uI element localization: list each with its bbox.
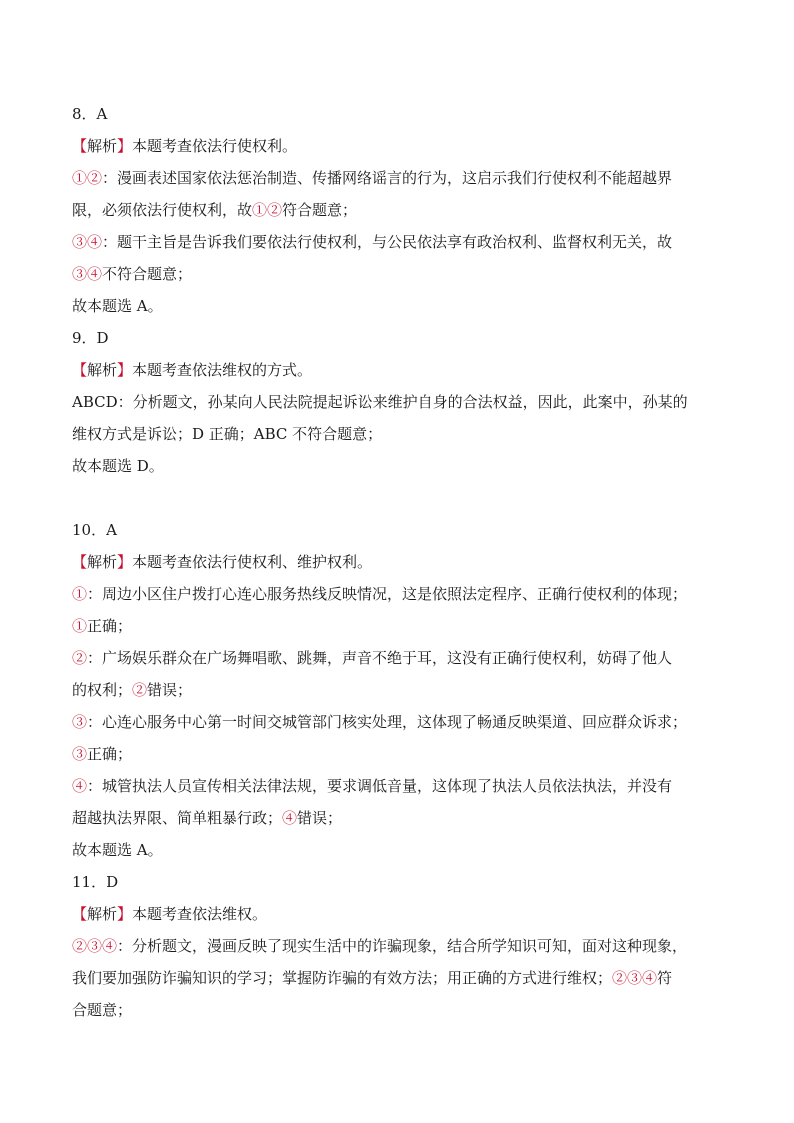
q8-line-1 [72,162,732,194]
line-text: 正确； [87,617,133,635]
q8-line-4 [72,258,732,290]
q11-line-2 [72,962,732,994]
q8-line-2 [72,194,732,226]
q10-line-1 [72,578,732,610]
analysis-text: 本题考查依法行使权利。 [132,137,298,155]
question-11-number: 11．D [72,873,119,891]
option-mark: ④ [72,777,88,795]
option-mark: ② [132,681,148,699]
option-mark: ④ [282,809,298,827]
line-text: 超越执法界限、简单粗暴行政； [72,809,283,827]
analysis-close-bracket: 】 [117,361,133,379]
option-mark: ①② [72,169,103,187]
option-mark: ②③④ [612,969,658,987]
q10-line-6 [72,738,732,770]
question-9-number: 9．D [72,329,109,347]
q11-line-3: 合题意； [72,1001,133,1019]
line-text: 我们要加强防诈骗知识的学习；掌握防诈骗的有效方法；用正确的方式进行维权； [72,969,613,987]
line-tail: 符合题意； [282,201,358,219]
option-mark: ① [72,585,88,603]
q10-line-5 [72,706,732,738]
line-text: 的权利； [72,681,133,699]
line-text: ：广场娱乐群众在广场舞唱歌、跳舞，声音不绝于耳，这没有正确行使权利，妨碍了他人 [87,649,673,667]
line-tail: 符 [657,969,673,987]
analysis-close-bracket: 】 [117,137,133,155]
line-text: 不符合题意； [102,265,193,283]
q9-conclusion: 故本题选 D。 [72,457,164,475]
q10-conclusion: 故本题选 A。 [72,841,163,859]
analysis-text: 本题考查依法行使权利、维护权利。 [132,553,373,571]
blank-spacer [72,482,732,514]
question-10-number: 10．A [72,521,117,539]
question-10-analysis [72,546,732,578]
option-mark: ②③④ [72,937,118,955]
q10-line-4 [72,674,732,706]
option-mark: ③④ [72,265,103,283]
option-mark: ③ [72,745,88,763]
analysis-open-bracket: 【 [72,137,88,155]
question-9-analysis [72,354,732,386]
line-text: ：题干主旨是告诉我们要依法行使权利，与公民依法享有政治权利、监督权利无关，故 [102,233,673,251]
question-11-analysis [72,898,732,930]
question-8-number: 8．A [72,105,108,123]
analysis-open-bracket: 【 [72,905,88,923]
analysis-open-bracket: 【 [72,361,88,379]
line-text: ：心连心服务中心第一时间交城管部门核实处理，这体现了畅通反映渠道、回应群众诉求； [87,713,688,731]
line-text: 正确； [87,745,133,763]
q10-line-7 [72,770,732,802]
analysis-close-bracket: 】 [117,553,133,571]
option-mark: ③ [72,713,88,731]
analysis-text: 本题考查依法维权。 [132,905,268,923]
line-tail: 错误； [297,809,343,827]
line-text: ：漫画表述国家依法惩治制造、传播网络谣言的行为，这启示我们行使权利不能超越界 [102,169,673,187]
analysis-label: 解析 [87,553,118,571]
line-text: ：周边小区住户拨打心连心服务热线反映情况，这是依照法定程序、正确行使权利的体现； [87,585,688,603]
analysis-text: 本题考查依法维权的方式。 [132,361,313,379]
option-mark: ①② [252,201,283,219]
option-mark: ① [72,617,88,635]
q11-line-1 [72,930,732,962]
q10-line-8 [72,802,732,834]
q8-line-3 [72,226,732,258]
line-tail: 错误； [147,681,193,699]
analysis-label: 解析 [87,137,118,155]
analysis-label: 解析 [87,361,118,379]
q9-line-1: ABCD：分析题文，孙某向人民法院提起诉讼来维护自身的合法权益，因此，此案中，孙某的 [72,393,688,411]
line-text: 限，必须依法行使权利，故 [72,201,253,219]
analysis-close-bracket: 】 [117,905,133,923]
line-text: ：分析题文，漫画反映了现实生活中的诈骗现象，结合所学知识可知，面对这种现象， [117,937,688,955]
q10-line-3 [72,642,732,674]
option-mark: ② [72,649,88,667]
analysis-label: 解析 [87,905,118,923]
option-mark: ③④ [72,233,103,251]
q8-conclusion: 故本题选 A。 [72,297,163,315]
q10-line-2 [72,610,732,642]
line-text: ：城管执法人员宣传相关法律法规，要求调低音量，这体现了执法人员依法执法，并没有 [87,777,673,795]
q9-line-2: 维权方式是诉讼；D 正确；ABC 不符合题意； [72,425,383,443]
analysis-open-bracket: 【 [72,553,88,571]
answer-page [72,98,732,1026]
question-8-analysis [72,130,732,162]
